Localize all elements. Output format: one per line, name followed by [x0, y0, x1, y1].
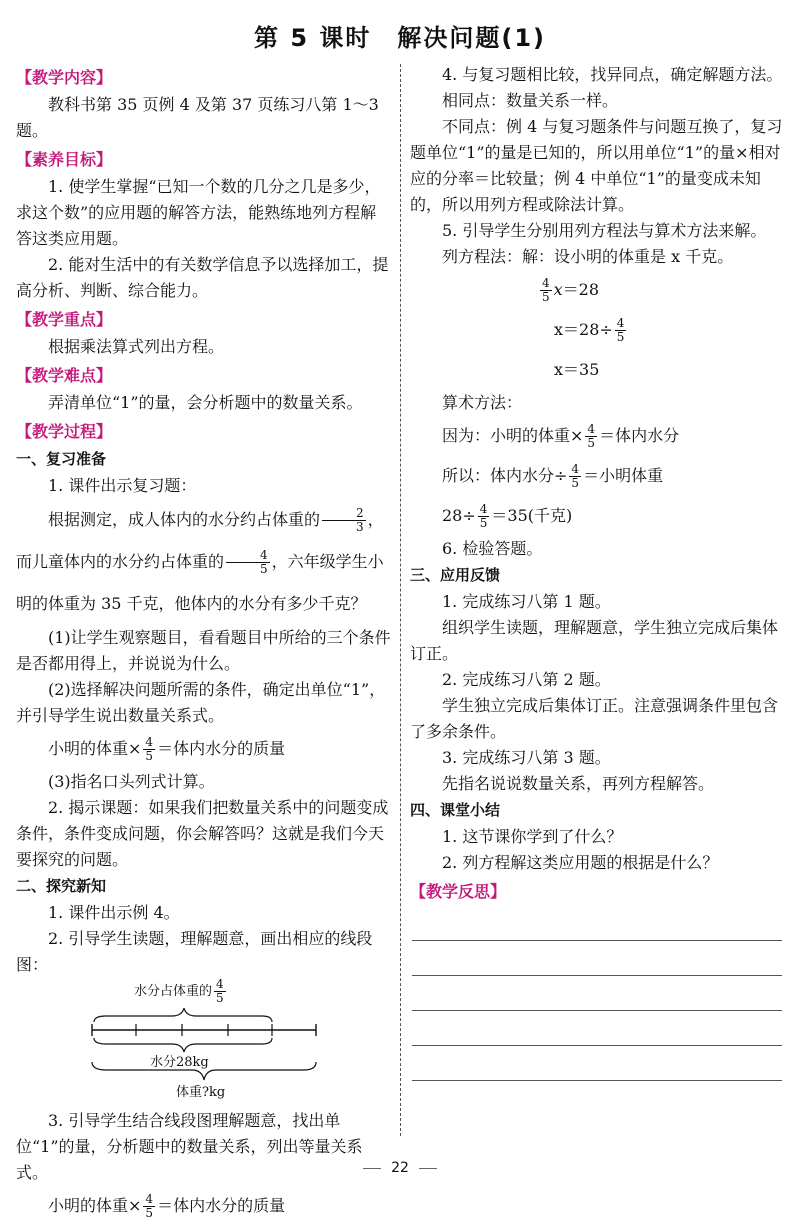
fraction-numerator: 4 — [616, 316, 625, 330]
footer-dash — [419, 1168, 437, 1169]
reflection-area — [410, 914, 786, 1081]
fraction-two-thirds — [322, 507, 366, 534]
equation-rest: ＝28 — [562, 280, 600, 299]
equation-line-1 — [410, 270, 786, 310]
fraction-denominator: 5 — [587, 436, 596, 450]
equation-variable: x — [553, 280, 563, 299]
section-heading-goals: 【素养目标】 — [16, 150, 113, 169]
relation-part-b: ＝体内水分的质量 — [157, 739, 286, 758]
review-item-1: 1. 课件出示复习题： — [48, 476, 197, 495]
fraction-denominator: 5 — [145, 749, 154, 763]
key-point-text: 根据乘法算式列出方程。 — [48, 337, 225, 356]
so-formula — [410, 456, 786, 496]
apply-item-1: 1. 完成练习八第 1 题。 — [442, 592, 611, 611]
step-4: 4. 与复习题相比较，找异同点，确定解题方法。 — [442, 65, 783, 84]
section-heading-difficulty: 【教学难点】 — [16, 366, 113, 385]
fraction-numerator: 4 — [571, 462, 580, 476]
apply-item-3-desc: 先指名说说数量关系，再列方程解答。 — [442, 774, 715, 793]
review-question-part-b: ，而儿童体内的水分约占体重的 — [16, 510, 384, 571]
apply-item-2: 2. 完成练习八第 2 题。 — [442, 670, 611, 689]
fraction-denominator: 5 — [571, 476, 580, 490]
fraction-numerator: 4 — [145, 1192, 154, 1206]
answer-line — [412, 914, 782, 941]
page-title: 第 5 课时 解决问题(1) — [253, 24, 547, 52]
goal-2: 2. 能对生活中的有关数学信息予以选择加工，提高分析、判断、综合能力。 — [16, 255, 389, 300]
page-number: 22 — [391, 1160, 409, 1176]
formula-part: ＝小明体重 — [583, 466, 664, 485]
fraction-numerator: 4 — [145, 735, 154, 749]
fraction-four-fifths — [143, 1193, 155, 1220]
fraction-numerator: 4 — [542, 276, 550, 290]
heading-apply: 三、应用反馈 — [410, 566, 501, 584]
answer-line — [412, 1054, 782, 1081]
fraction-denominator: 5 — [542, 290, 550, 304]
relation-formula — [16, 729, 392, 769]
step-5: 5. 引导学生分别用列方程法与算术方法来解。 — [442, 221, 767, 240]
fraction-four-fifths — [540, 277, 552, 304]
equation-line-3: x＝35 — [554, 360, 600, 379]
fraction-numerator: 4 — [216, 977, 224, 991]
apply-item-1-desc: 组织学生读题，理解题意，学生独立完成后集体订正。 — [410, 618, 779, 663]
answer-line — [412, 1019, 782, 1046]
equation-line-2 — [410, 310, 786, 350]
formula-part: 因为：小明的体重× — [442, 426, 584, 445]
heading-explore: 二、探究新知 — [16, 877, 107, 895]
because-formula — [410, 416, 786, 456]
summary-item-1: 1. 这节课你学到了什么？ — [442, 827, 623, 846]
reveal-topic: 2. 揭示课题：如果我们把数量关系中的问题变成条件，条件变成问题，你会解答吗？这就是我们今天要探究的问题。 — [16, 798, 389, 869]
apply-item-3: 3. 完成练习八第 3 题。 — [442, 748, 611, 767]
answer-line — [412, 949, 782, 976]
fraction-four-fifths — [226, 549, 270, 576]
diagram-label-water-kg: 水分28kg — [150, 1055, 209, 1070]
fraction-denominator: 5 — [260, 562, 268, 576]
diagram-label-weight-kg: 体重?kg — [176, 1085, 226, 1100]
relation-part-a: 小明的体重× — [48, 739, 142, 758]
fraction-numerator: 4 — [226, 549, 270, 563]
right-column — [410, 62, 786, 1081]
fraction-four-fifths — [615, 317, 627, 344]
fraction-denominator: 5 — [145, 1206, 154, 1220]
review-question-part-c: ，六年级学生小明的体重为 35 千克，他体内的水分有多少千克？ — [16, 552, 384, 613]
section-heading-key-point: 【教学重点】 — [16, 310, 113, 329]
summary-item-2: 2. 列方程解这类应用题的根据是什么？ — [442, 853, 719, 872]
review-question — [16, 499, 392, 625]
same-point: 相同点：数量关系一样。 — [442, 91, 619, 110]
relation-part-b: ＝体内水分的质量 — [157, 1196, 286, 1215]
arithmetic-method-intro: 算术方法： — [442, 393, 523, 412]
difficulty-text: 弄清单位“1”的量，会分析题中的数量关系。 — [48, 393, 363, 412]
relation-part-a: 小明的体重× — [48, 1196, 142, 1215]
calculation-formula — [410, 496, 786, 536]
left-column — [16, 62, 392, 1226]
fraction-numerator: 4 — [479, 502, 488, 516]
content-text: 教科书第 35 页例 4 及第 37 页练习八第 1～3 题。 — [16, 95, 379, 140]
fraction-denominator: 5 — [216, 991, 224, 1005]
formula-part: ＝35(千克) — [491, 506, 573, 525]
explore-item-1: 1. 课件出示例 4。 — [48, 903, 180, 922]
review-step-2: (2)选择解决问题所需的条件，确定出单位“1”，并引导学生说出数量关系式。 — [16, 680, 386, 725]
fraction-denominator: 5 — [616, 330, 625, 344]
heading-review: 一、复习准备 — [16, 450, 107, 468]
heading-summary: 四、课堂小结 — [410, 801, 501, 819]
equation-part: x＝28÷ — [554, 320, 613, 339]
fraction-four-fifths — [478, 503, 490, 530]
review-step-3: (3)指名口头列式计算。 — [48, 772, 215, 791]
goal-1: 1. 使学生掌握“已知一个数的几分之几是多少，求这个数”的应用题的解答方法，能熟练地列方程解答这类应用题。 — [16, 177, 381, 248]
apply-item-2-desc: 学生独立完成后集体订正。注意强调条件里包含了多余条件。 — [410, 696, 779, 741]
section-heading-content: 【教学内容】 — [16, 68, 113, 87]
fraction-four-fifths — [585, 423, 597, 450]
section-heading-reflection: 【教学反思】 — [410, 882, 507, 901]
answer-line — [412, 984, 782, 1011]
fraction-four-fifths — [143, 736, 155, 763]
step-6: 6. 检验答题。 — [442, 539, 543, 558]
fraction-four-fifths — [214, 978, 226, 1005]
formula-part: 所以：体内水分÷ — [442, 466, 568, 485]
explore-item-2: 2. 引导学生读题，理解题意，画出相应的线段图： — [16, 929, 373, 974]
fraction-denominator: 5 — [479, 516, 488, 530]
section-heading-process: 【教学过程】 — [16, 422, 113, 441]
different-point: 不同点：例 4 与复习题条件与问题互换了，复习题单位“1”的量是已知的，所以用单位“1”的量×相对应的分率＝比较量；例 4 中单位“1”的量变成未知的，所以用列方程或除法计算。 — [410, 117, 783, 214]
footer-dash — [363, 1168, 381, 1169]
review-step-1: (1)让学生观察题目，看看题目中所给的三个条件是否都用得上，并说说为什么。 — [16, 628, 391, 673]
line-segment-diagram — [16, 978, 392, 1108]
fraction-denominator: 3 — [356, 520, 364, 534]
formula-part: ＝体内水分 — [599, 426, 680, 445]
fraction-four-fifths — [569, 463, 581, 490]
page-number-footer — [0, 1160, 800, 1176]
fraction-numerator: 4 — [587, 422, 596, 436]
equation-method-intro: 列方程法：解：设小明的体重是 x 千克。 — [442, 247, 734, 266]
review-question-part-a: 根据测定，成人体内的水分约占体重的 — [48, 510, 321, 529]
diagram-label-text: 水分占体重的 — [134, 984, 213, 999]
relation-formula-2 — [16, 1186, 392, 1226]
column-divider — [400, 64, 401, 1136]
explore-item-3: 3. 引导学生结合线段图理解题意，找出单位“1”的量，分析题中的数量关系，列出等量关系式。 — [16, 1111, 363, 1182]
diagram-label-water-fraction — [134, 978, 228, 1005]
fraction-numerator: 2 — [322, 507, 366, 521]
formula-part: 28÷ — [442, 506, 476, 525]
